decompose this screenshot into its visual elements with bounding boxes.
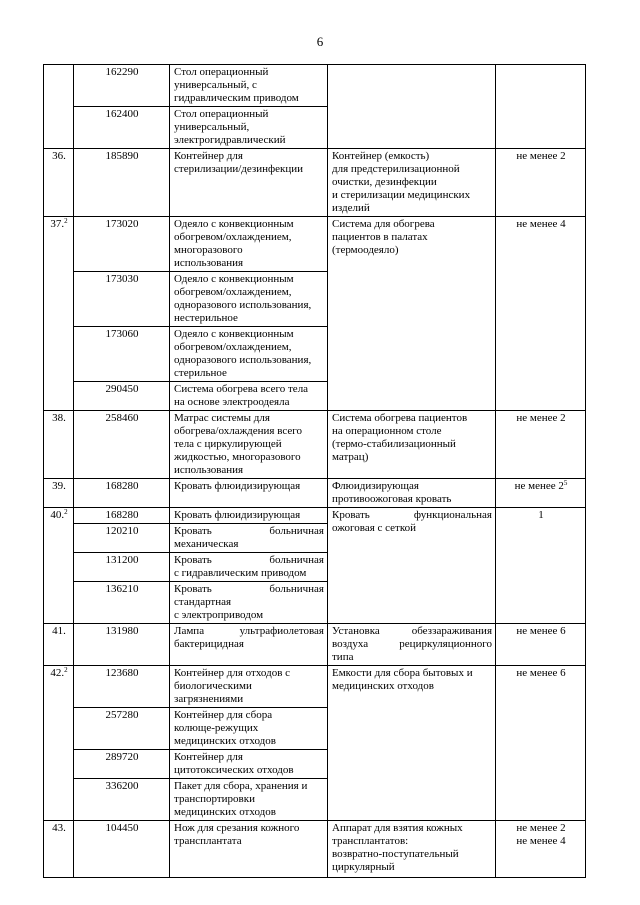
quantity-cell: не менее 2: [496, 411, 586, 479]
quantity-cell: не менее 4: [496, 217, 586, 411]
name-cell: Одеяло с конвекционным обогревом/охлаждением, многоразового использования: [170, 217, 328, 272]
quantity-cell: 1: [496, 508, 586, 624]
table-row: [44, 508, 586, 524]
code-cell: 290450: [74, 382, 170, 411]
table-row: [44, 217, 586, 272]
item-number: 43.: [44, 821, 74, 878]
type-cell: [328, 65, 496, 149]
name-cell: Стол операционный универсальный, электрогидравлический: [170, 107, 328, 149]
name-cell: Контейнер для цитотоксических отходов: [170, 750, 328, 779]
table-row: [44, 149, 586, 217]
code-cell: 162400: [74, 107, 170, 149]
name-cell: Одеяло с конвекционным обогревом/охлаждением, одноразового использования, нестерильное: [170, 272, 328, 327]
type-cell: Флюидизирующая противоожоговая кровать: [328, 479, 496, 508]
name-cell: Лампа ультрафиолетовая бактерицидная: [170, 624, 328, 666]
table-row: [44, 624, 586, 666]
name-cell: Стол операционный универсальный, с гидравлическим приводом: [170, 65, 328, 107]
name-cell: Кровать флюидизирующая: [170, 479, 328, 508]
code-cell: 257280: [74, 708, 170, 750]
type-cell: Система обогрева пациентов на операционном столе (термо-стабилизационный матрац): [328, 411, 496, 479]
quantity-cell: не менее 2: [496, 149, 586, 217]
quantity-cell: не менее 2 не менее 4: [496, 821, 586, 878]
table-row: [44, 411, 586, 479]
code-cell: 136210: [74, 582, 170, 624]
code-cell: 185890: [74, 149, 170, 217]
table-row: [44, 821, 586, 878]
code-cell: 168280: [74, 479, 170, 508]
name-cell: Нож для срезания кожного трансплантата: [170, 821, 328, 878]
code-cell: 162290: [74, 65, 170, 107]
table-row: [44, 65, 586, 107]
page-number: 6: [316, 34, 324, 49]
code-cell: 168280: [74, 508, 170, 524]
name-cell: Кровать флюидизирующая: [170, 508, 328, 524]
table-row: [44, 666, 586, 708]
type-cell: Система для обогрева пациентов в палатах (термоодеяло): [328, 217, 496, 411]
code-cell: 123680: [74, 666, 170, 708]
item-number: 40.$^2$: [44, 508, 74, 624]
quantity-cell: не менее 6: [496, 666, 586, 821]
item-number: 36.: [44, 149, 74, 217]
name-cell: Пакет для сбора, хранения и транспортировки медицинских отходов: [170, 779, 328, 821]
type-cell: Кровать функциональная ожоговая с сеткой: [328, 508, 496, 624]
quantity-cell: [496, 65, 586, 149]
code-cell: 104450: [74, 821, 170, 878]
name-cell: Кровать больничная механическая: [170, 524, 328, 553]
equipment-table: [43, 64, 586, 878]
type-cell: Установка обеззараживания воздуха рециркуляционного типа: [328, 624, 496, 666]
name-cell: Одеяло с конвекционным обогревом/охлаждением, одноразового использования, стерильное: [170, 327, 328, 382]
item-number: 41.: [44, 624, 74, 666]
code-cell: 173030: [74, 272, 170, 327]
type-cell: Аппарат для взятия кожных трансплантатов: возвратно-поступательный циркулярный: [328, 821, 496, 878]
item-number: 42.$^2$: [44, 666, 74, 821]
name-cell: Контейнер для стерилизации/дезинфекции: [170, 149, 328, 217]
type-cell: Емкости для сбора бытовых и медицинских отходов: [328, 666, 496, 821]
item-number-cell: [44, 65, 74, 149]
item-number: 37.$^2$: [44, 217, 74, 411]
name-cell: Контейнер для сбора колюще-режущих медицинских отходов: [170, 708, 328, 750]
code-cell: 173020: [74, 217, 170, 272]
name-cell: Кровать больничная с гидравлическим приводом: [170, 553, 328, 582]
code-cell: 258460: [74, 411, 170, 479]
code-cell: 131980: [74, 624, 170, 666]
item-number: 39.: [44, 479, 74, 508]
quantity-cell: не менее $2^5$: [496, 479, 586, 508]
name-cell: Контейнер для отходов с биологическими загрязнениями: [170, 666, 328, 708]
code-cell: 120210: [74, 524, 170, 553]
name-cell: Кровать больничная стандартная с электроприводом: [170, 582, 328, 624]
code-cell: 131200: [74, 553, 170, 582]
item-number: 38.: [44, 411, 74, 479]
name-cell: Система обогрева всего тела на основе электроодеяла: [170, 382, 328, 411]
code-cell: 289720: [74, 750, 170, 779]
code-cell: 336200: [74, 779, 170, 821]
table-row: [44, 479, 586, 508]
code-cell: 173060: [74, 327, 170, 382]
type-cell: Контейнер (емкость) для предстерилизационной очистки, дезинфекции и стерилизации медицинских изделий: [328, 149, 496, 217]
name-cell: Матрас системы для обогрева/охлаждения всего тела с циркулирующей жидкостью, многоразового использования: [170, 411, 328, 479]
quantity-cell: не менее 6: [496, 624, 586, 666]
